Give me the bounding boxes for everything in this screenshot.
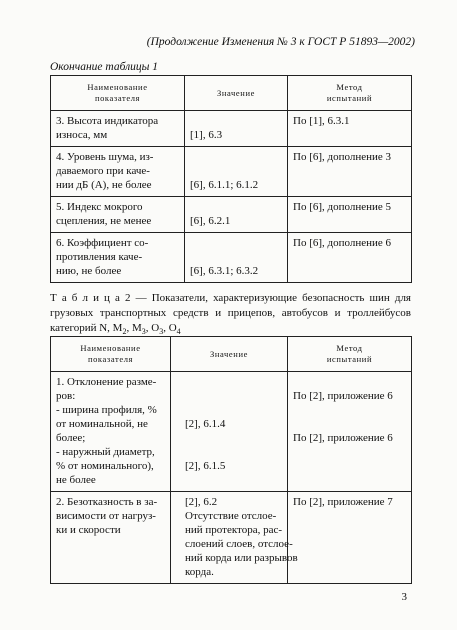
row-name-cell: 1. Отклонение разме- ров: - ширина профиля, % от номинальной, не более; - наружный диаметр, % от номинального), не более (51, 372, 171, 492)
table-header-row (51, 76, 412, 111)
table-2 (50, 336, 412, 584)
table-row (51, 147, 412, 197)
row-name-cell: 2. Безотказность в за- висимости от нагруз- ки и скорости (51, 492, 171, 584)
row-method-cell: По [6], дополнение 6 (288, 233, 412, 283)
column-header-value: Значение (171, 337, 288, 372)
table-row (51, 111, 412, 147)
row-name-cell: 4. Уровень шума, из- даваемого при качe- нии дБ (А), не более (51, 147, 185, 197)
page-number: 3 (401, 591, 407, 603)
row-value-cell: [6], 6.1.1; 6.1.2 (185, 147, 288, 197)
row-value-cell: [6], 6.3.1; 6.3.2 (185, 233, 288, 283)
row-name-cell: 6. Коэффициент со- противления качe- нию, не более (51, 233, 185, 283)
row-value-cell: [6], 6.2.1 (185, 197, 288, 233)
row-method-cell: По [2], приложение 7 (288, 492, 412, 584)
row-value-cell: [2], 6.1.4 [2], 6.1.5 (171, 372, 288, 492)
table-1 (50, 75, 412, 283)
column-header-name: Наименование показателя (51, 337, 171, 372)
table-row (51, 492, 412, 584)
column-header-name: Наименование показателя (51, 76, 185, 111)
row-name-cell: 3. Высота индикатора износа, мм (51, 111, 185, 147)
table-header-row (51, 337, 412, 372)
page-header: (Продолжение Изменения № 3 к ГОСТ Р 51893—2002) (146, 36, 415, 48)
column-header-method: Метод испытаний (288, 337, 412, 372)
row-name-cell: 5. Индекс мокрого сцепления, не менее (51, 197, 185, 233)
row-method-cell: По [6], дополнение 3 (288, 147, 412, 197)
row-value-cell: [1], 6.3 (185, 111, 288, 147)
table-row (51, 197, 412, 233)
row-method-cell: По [1], 6.3.1 (288, 111, 412, 147)
table-row (51, 233, 412, 283)
column-header-value: Значение (185, 76, 288, 111)
row-method-cell: По [6], дополнение 5 (288, 197, 412, 233)
table-row (51, 372, 412, 492)
table2-title: Т а б л и ц а 2 — Показатели, характеризующие безопасность шин для грузовых транспортных средств и прицепов, автобусов и троллейбусов категорий N, $M_2$, $M_3$, $O_3$, $O_4$ (50, 292, 411, 337)
column-header-method: Метод испытаний (288, 76, 412, 111)
row-value-cell: [2], 6.2 Отсутствие отслое- ний протектора, рас- слоений слоев, отслое- ний корда или разрывов корда. (171, 492, 288, 584)
table1-caption: Окончание таблицы 1 (50, 61, 158, 73)
row-method-cell: По [2], приложение 6 По [2], приложение 6 (288, 372, 412, 492)
